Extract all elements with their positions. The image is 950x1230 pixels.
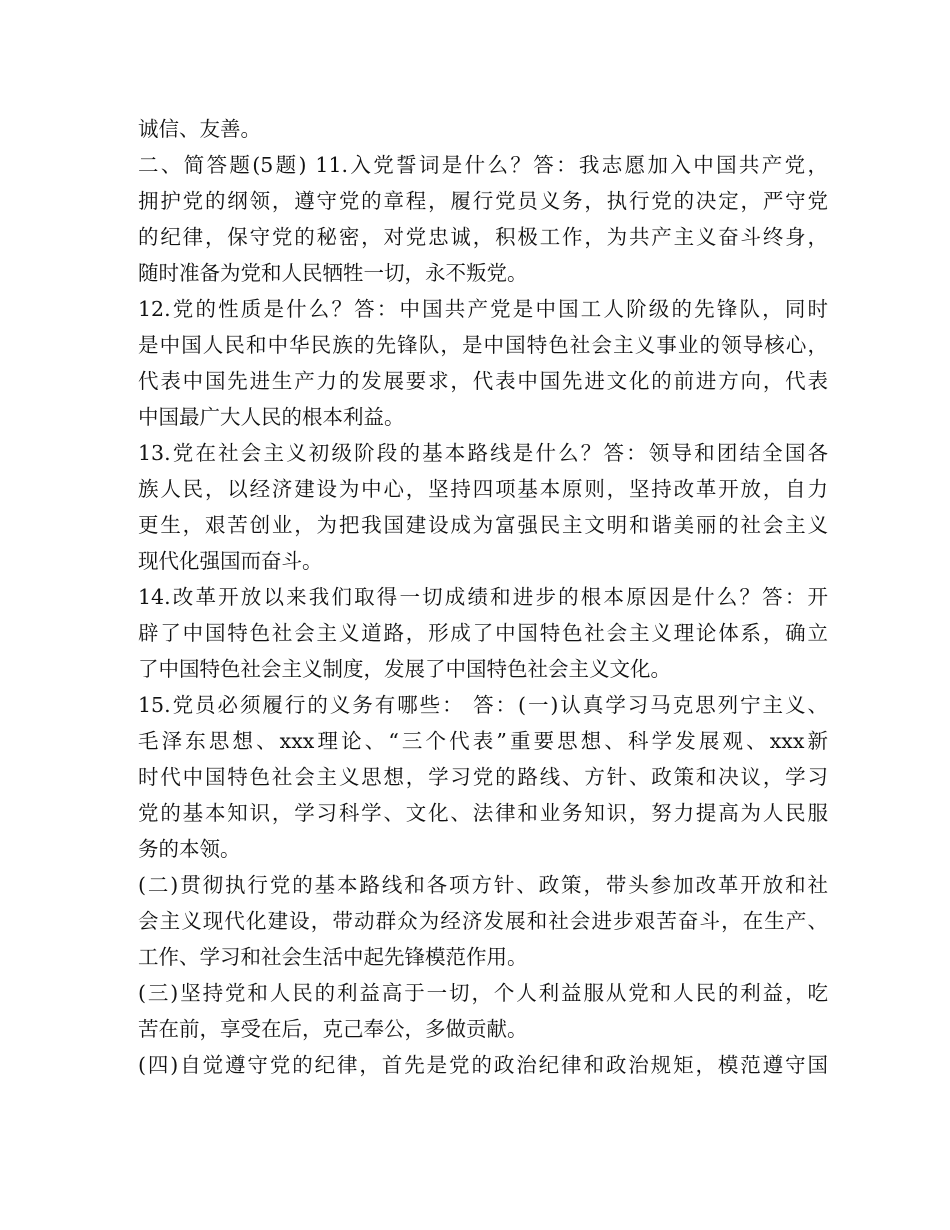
text-line: 更生，艰苦创业，为把我国建设成为富强民主文明和谐美丽的社会主义 [138, 513, 828, 537]
text-line: 苦在前，享受在后，克己奉公，多做贡献。 [138, 1017, 528, 1041]
text-line: 中国最广大人民的根本利益。 [138, 405, 405, 429]
text-line: 毛泽东思想、xxx理论、“三个代表”重要思想、科学发展观、xxx新 [138, 729, 828, 753]
text-line: 现代化强国而奋斗。 [138, 549, 323, 573]
text-line: 党的基本知识，学习科学、文化、法律和业务知识，努力提高为人民服 [138, 801, 828, 825]
text-line: 随时准备为党和人民牺牲一切，永不叛党。 [138, 261, 528, 285]
text-line: 12.党的性质是什么？答：中国共产党是中国工人阶级的先锋队，同时 [138, 297, 828, 321]
text-line: 了中国特色社会主义制度，发展了中国特色社会主义文化。 [138, 657, 671, 681]
text-line: 13.党在社会主义初级阶段的基本路线是什么？答：领导和团结全国各 [138, 441, 828, 465]
text-line: 时代中国特色社会主义思想，学习党的路线、方针、政策和决议，学习 [138, 765, 828, 789]
text-line: (三)坚持党和人民的利益高于一切，个人利益服从党和人民的利益，吃 [138, 981, 828, 1005]
text-line: 代表中国先进生产力的发展要求，代表中国先进文化的前进方向，代表 [138, 369, 828, 393]
text-line: 拥护党的纲领，遵守党的章程，履行党员义务，执行党的决定，严守党 [138, 189, 828, 213]
text-line: 的纪律，保守党的秘密，对党忠诚，积极工作，为共产主义奋斗终身， [138, 225, 828, 249]
text-line: 工作、学习和社会生活中起先锋模范作用。 [138, 945, 528, 969]
text-line: (四)自觉遵守党的纪律，首先是党的政治纪律和政治规矩，模范遵守国 [138, 1053, 828, 1077]
text-line: 14.改革开放以来我们取得一切成绩和进步的根本原因是什么？答：开 [138, 585, 828, 609]
text-line: 二、简答题(5题) 11.入党誓词是什么？答：我志愿加入中国共产党， [138, 153, 828, 177]
text-line: 诚信、友善。 [138, 117, 261, 141]
text-line: 辟了中国特色社会主义道路，形成了中国特色社会主义理论体系，确立 [138, 621, 828, 645]
text-line: 是中国人民和中华民族的先锋队，是中国特色社会主义事业的领导核心， [138, 333, 828, 357]
text-line: 族人民，以经济建设为中心，坚持四项基本原则，坚持改革开放，自力 [138, 477, 828, 501]
text-line: 务的本领。 [138, 837, 241, 861]
text-line: 15.党员必须履行的义务有哪些： 答：(一)认真学习马克思列宁主义、 [138, 693, 828, 717]
text-line: (二)贯彻执行党的基本路线和各项方针、政策，带头参加改革开放和社 [138, 873, 828, 897]
text-line: 会主义现代化建设，带动群众为经济发展和社会进步艰苦奋斗，在生产、 [138, 909, 828, 933]
document-body [138, 111, 828, 1083]
